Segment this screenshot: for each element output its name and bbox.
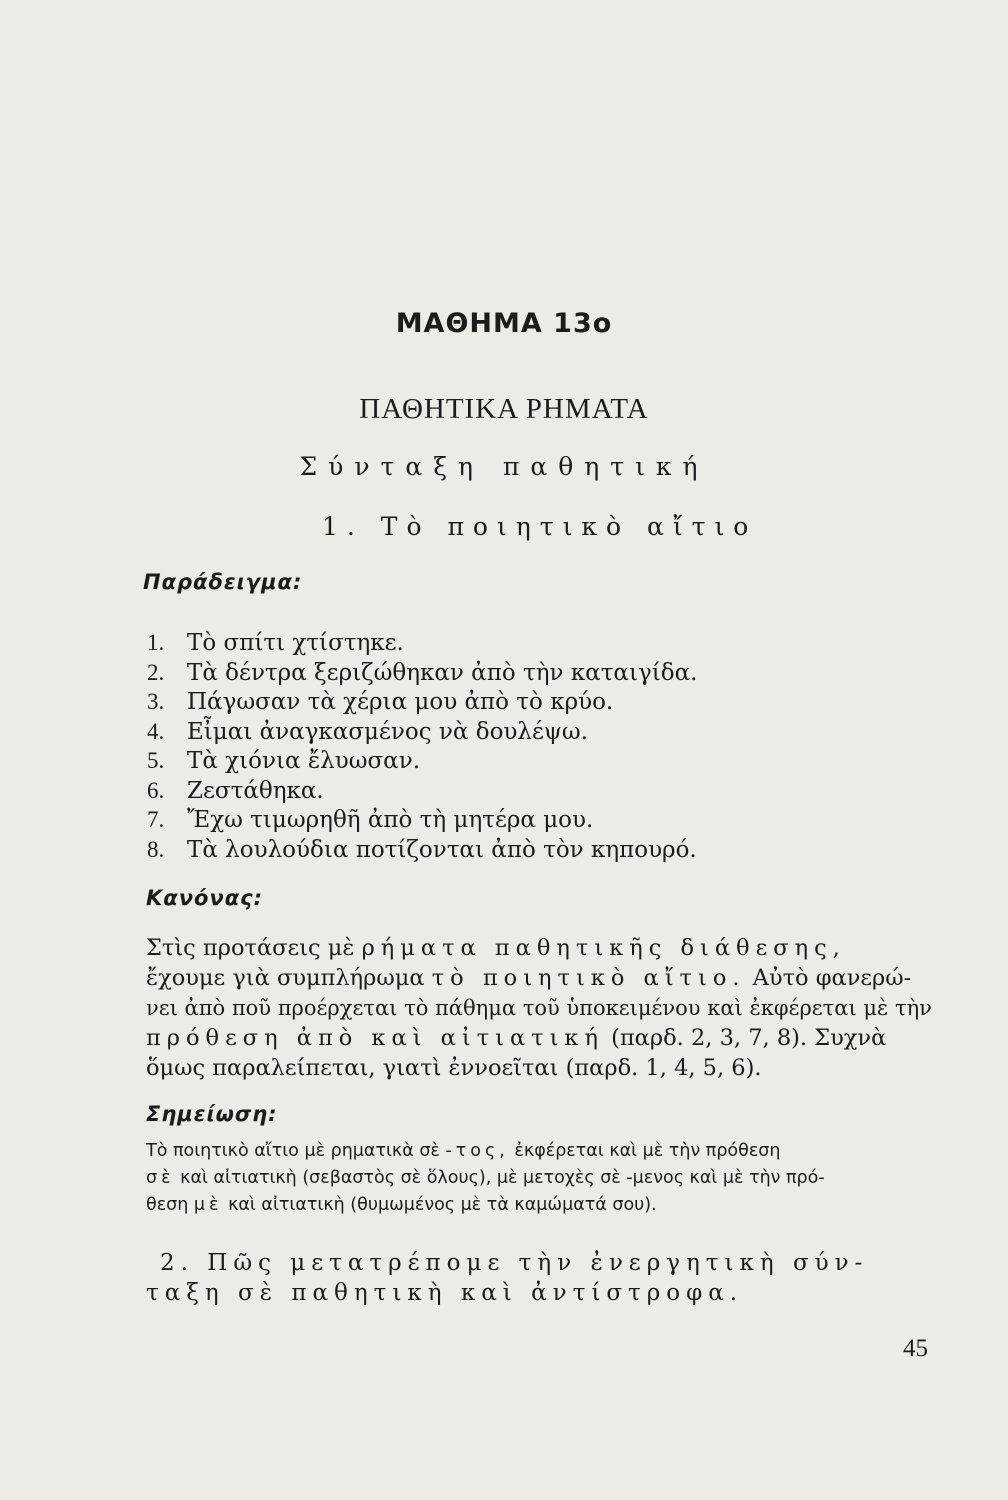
note-heading: Σημείωση: <box>146 1102 278 1126</box>
section2-line-1 <box>160 1248 868 1278</box>
rule-heading: Κανόνας: <box>146 886 264 910</box>
item-number: 1. <box>147 630 165 655</box>
item-number: 4. <box>147 718 165 744</box>
note-text: καὶ αἰτιατικὴ (θυμωμένος μὲ τὰ καμώματά σου). <box>222 1195 657 1215</box>
list-item <box>147 628 697 658</box>
item-text: Πάγωσαν τὰ χέρια μου ἀπὸ τὸ κρύο. <box>187 689 614 715</box>
rule-emphasis: πρόθεση ἀπὸ καὶ αἰτιατική <box>146 1025 604 1051</box>
item-text: Τὰ λουλούδια ποτίζονται ἀπὸ τὸν κηπουρό. <box>187 836 697 863</box>
subtitle: Σύνταξη παθητική <box>299 452 709 481</box>
page-number: 45 <box>903 1335 928 1362</box>
item-number: 6. <box>147 777 165 803</box>
note-text: θεση <box>146 1195 194 1215</box>
lesson-title: ΜΑΘΗΜΑ 13ο <box>395 308 613 339</box>
list-item <box>147 835 697 865</box>
note-line-1 <box>146 1138 780 1165</box>
note-text: ἐκφέρεται καὶ μὲ τὴν πρόθεση <box>508 1141 781 1161</box>
examples-list <box>147 628 697 864</box>
rule-emphasis: τὸ ποιητικὸ αἴτιο. <box>431 965 746 991</box>
list-item <box>147 776 697 806</box>
note-emphasis: -τος, <box>445 1141 509 1161</box>
section2-text: 2. Πῶς <box>160 1250 291 1276</box>
note-emphasis: σὲ <box>146 1168 175 1188</box>
note-line-2 <box>146 1165 825 1192</box>
rule-line-5: ὅμως παραλείπεται, γιατὶ ἐννοεῖται (παρδ. 1, 4, 5, 6). <box>146 1055 762 1081</box>
rule-text: ἔχουμε γιὰ συμπλήρωμα <box>146 965 432 991</box>
rule-text: (παρδ. 2, 3, 7, 8). Συχνὰ <box>603 1025 887 1051</box>
item-text: Τὸ σπίτι χτίστηκε. <box>187 630 404 656</box>
examples-heading: Παράδειγμα: <box>143 570 303 594</box>
item-number: 2. <box>147 659 165 685</box>
item-text: Ζεστάθηκα. <box>187 777 324 804</box>
item-text: Ἔχω τιμωρηθῆ ἀπὸ τὴ μητέρα μου. <box>187 807 594 833</box>
rule-text: Στὶς προτάσεις μὲ <box>146 935 362 961</box>
item-number: 8. <box>147 836 165 862</box>
note-line-3 <box>146 1192 657 1219</box>
list-item <box>147 658 697 688</box>
item-text: Εἶμαι ἀναγκασμένος νὰ δουλέψω. <box>187 718 588 745</box>
rule-emphasis: ρήματα παθητικῆς διάθεσης, <box>361 935 846 961</box>
list-item <box>147 746 697 776</box>
rule-text: Αὐτὸ φανερώ- <box>745 965 912 991</box>
note-text: Τὸ ποιητικὸ αἴτιο μὲ ρηματικὰ σὲ <box>146 1141 446 1161</box>
chapter-title: ΠΑΘΗΤΙΚΑ ΡΗΜΑΤΑ <box>359 393 649 425</box>
item-number: 7. <box>147 807 165 832</box>
list-item <box>147 717 697 747</box>
section2-line-2: ταξη σὲ παθητικὴ καὶ ἀντίστροφα. <box>146 1280 744 1306</box>
rule-line-2 <box>146 963 911 993</box>
note-text: καὶ αἰτιατικὴ (σεβαστὸς σὲ ὅλους), μὲ μετοχὲς σὲ -μενος καὶ μὲ τὴν πρό- <box>174 1168 825 1188</box>
rule-line-1 <box>146 933 846 963</box>
section2-emphasis: μετατρέπομε τὴν ἐνεργητικὴ σύν- <box>290 1250 869 1276</box>
item-number: 3. <box>147 689 165 714</box>
section1-title: 1. Τὸ ποιητικὸ αἴτιο <box>322 512 758 541</box>
note-emphasis: μὲ <box>193 1195 223 1215</box>
item-text: Τὰ χιόνια ἔλυωσαν. <box>187 748 421 774</box>
list-item <box>147 805 697 835</box>
item-number: 5. <box>147 748 165 773</box>
rule-line-4 <box>146 1023 886 1053</box>
list-item <box>147 687 697 717</box>
rule-line-3: νει ἀπὸ ποῦ προέρχεται τὸ πάθημα τοῦ ὑποκειμένου καὶ ἐκφέρεται μὲ τὴν <box>146 996 932 1020</box>
item-text: Τὰ δέντρα ξεριζώθηκαν ἀπὸ τὴν καταιγίδα. <box>187 659 698 686</box>
